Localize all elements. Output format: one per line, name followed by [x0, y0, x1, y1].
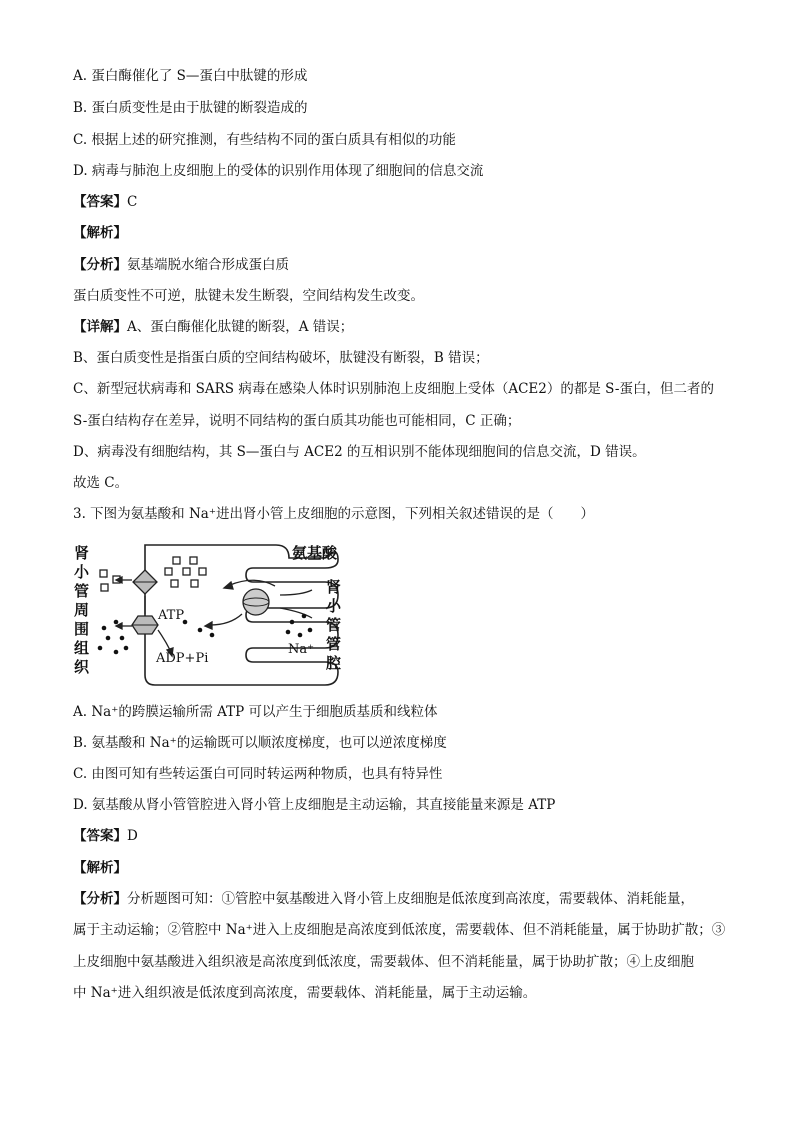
answer-value: C — [127, 194, 138, 210]
left-label-char: 围 — [74, 620, 90, 638]
amino-acid-label: 氨基酸 — [292, 544, 338, 562]
q3-option-a: A. Na⁺的跨膜运输所需 ATP 可以产生于细胞质基质和线粒体 — [73, 704, 438, 720]
left-label-char: 组 — [74, 639, 90, 657]
detail-b: B、蛋白质变性是指蛋白质的空间结构破坏，肽键没有断裂，B 错误； — [73, 350, 489, 366]
answer-tag: 【答案】 — [73, 194, 127, 210]
question-3-stem: 3. 下图为氨基酸和 Na⁺进出肾小管上皮细胞的示意图，下列相关叙述错误的是（ ） — [73, 506, 594, 522]
atp-label: ATP — [158, 608, 185, 623]
kidney-tubule-diagram — [70, 540, 350, 690]
svg-text:管: 管 — [326, 635, 342, 653]
detail-c2: S-蛋白结构存在差异，说明不同结构的蛋白质其功能也可能相同，C 正确； — [73, 413, 521, 429]
q3-option-b: B. 氨基酸和 Na⁺的运输既可以顺浓度梯度，也可以逆浓度梯度 — [73, 735, 447, 751]
svg-text:腔: 腔 — [326, 654, 342, 672]
option-c: C. 根据上述的研究推测，有些结构不同的蛋白质具有相似的功能 — [73, 132, 456, 148]
detail-c1: C、新型冠状病毒和 SARS 病毒在感染人体时识别肺泡上皮细胞上受体（ACE2）的都是 S-蛋白，但二者的 — [73, 381, 714, 397]
conclusion: 故选 C。 — [73, 475, 129, 491]
option-d: D. 病毒与肺泡上皮细胞上的受体的识别作用体现了细胞间的信息交流 — [73, 163, 484, 179]
q3-fenxi-1: 【分析】分析题图可知：①管腔中氨基酸进入肾小管上皮细胞是低浓度到高浓度，需要载体、消耗能量， — [73, 891, 694, 907]
left-label-char: 织 — [74, 658, 90, 676]
q3-fenxi-2: 属于主动运输；②管腔中 Na⁺进入上皮细胞是高浓度到低浓度，需要载体、但不消耗能量，属于协助扩散；③ — [73, 922, 726, 938]
left-label-char: 小 — [74, 563, 90, 581]
q3-option-c: C. 由图可知有些转运蛋白可同时转运两种物质，也具有特异性 — [73, 766, 443, 782]
option-b: B. 蛋白质变性是由于肽键的断裂造成的 — [73, 100, 308, 116]
left-side-label — [74, 544, 90, 676]
q3-analysis-tag: 【解析】 — [73, 860, 127, 876]
answer-row — [73, 193, 743, 211]
analysis-line: 蛋白质变性不可逆，肽键未发生断裂，空间结构发生改变。 — [73, 288, 424, 304]
option-a: A. 蛋白酶催化了 S—蛋白中肽键的形成 — [73, 68, 308, 84]
q3-answer: 【答案】D — [73, 828, 138, 844]
left-label-char: 肾 — [74, 544, 90, 562]
left-label-char: 周 — [74, 601, 90, 619]
right-side-label — [326, 578, 342, 672]
adp-label: ADP+Pi — [156, 651, 209, 666]
q3-fenxi-3: 上皮细胞中氨基酸进入组织液是高浓度到低浓度，需要载体、但不消耗能量，属于协助扩散；④上皮细胞 — [73, 954, 694, 970]
analysis-fenxi: 【分析】氨基端脱水缩合形成蛋白质 — [73, 257, 289, 273]
left-label-char: 管 — [74, 582, 90, 600]
analysis-detail: 【详解】A、蛋白酶催化肽键的断裂，A 错误； — [73, 319, 354, 335]
svg-text:小: 小 — [326, 597, 342, 615]
svg-text:管: 管 — [326, 616, 342, 634]
na-label: Na⁺ — [288, 642, 314, 657]
q3-option-d: D. 氨基酸从肾小管管腔进入肾小管上皮细胞是主动运输，其直接能量来源是 ATP — [73, 797, 556, 813]
cotransporter-sphere — [243, 589, 269, 615]
detail-d: D、病毒没有细胞结构，其 S—蛋白与 ACE2 的互相识别不能体现细胞间的信息交流，D 错误。 — [73, 444, 646, 460]
svg-text:肾: 肾 — [326, 578, 342, 596]
analysis-tag: 【解析】 — [73, 225, 127, 241]
q3-fenxi-4: 中 Na⁺进入组织液是低浓度到高浓度，需要载体、消耗能量，属于主动运输。 — [73, 985, 537, 1001]
